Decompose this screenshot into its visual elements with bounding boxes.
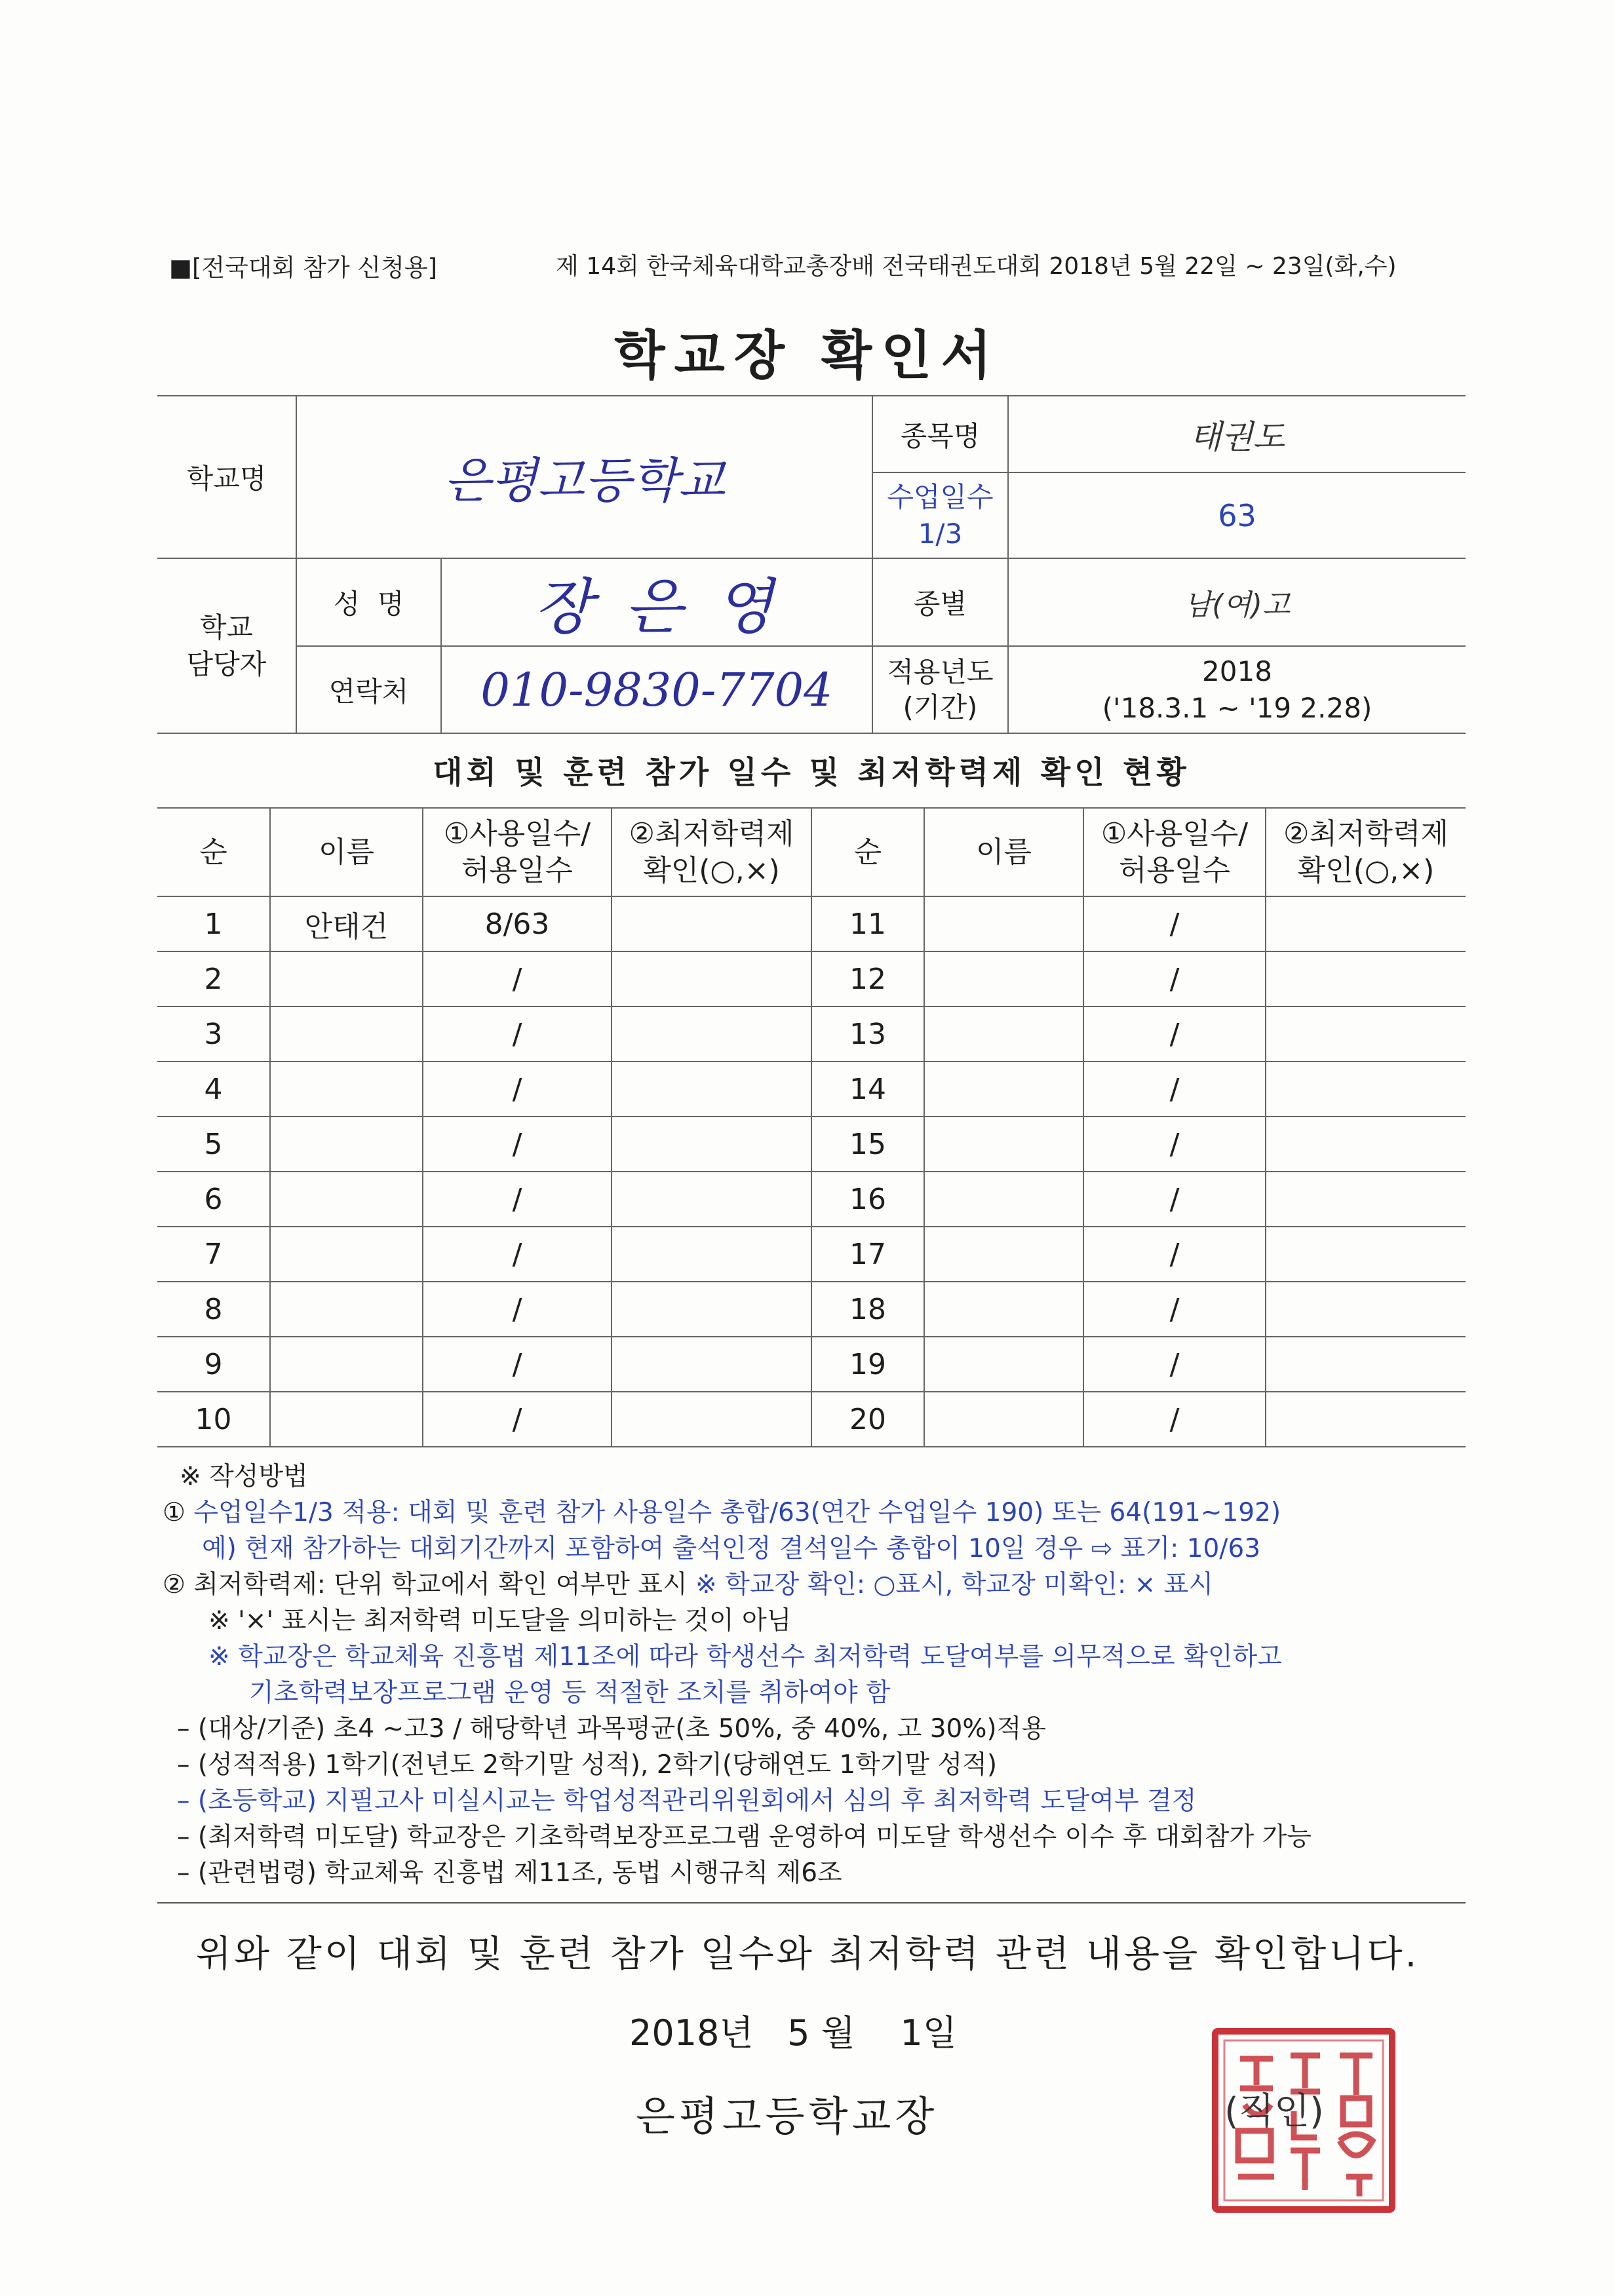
row-check (612, 1006, 811, 1062)
document-title: 학교장 확인서 (614, 325, 1001, 386)
row-check (612, 1172, 811, 1227)
class-days-label (872, 472, 1008, 558)
row-no: 9 (157, 1337, 270, 1392)
row-days: / (423, 1392, 612, 1447)
row-days: / (423, 1117, 612, 1172)
row-no-right: 20 (811, 1392, 924, 1447)
row-days: / (423, 1282, 612, 1337)
row-no: 1 (157, 896, 270, 951)
row-no: 7 (157, 1227, 270, 1282)
col-check-line2: 확인(○,×) (643, 853, 780, 887)
year-value (1008, 646, 1466, 733)
row-name-right (924, 1227, 1083, 1282)
row-name-right (924, 1062, 1083, 1117)
table-row (157, 1227, 1466, 1282)
event-info: 제 14회 한국체육대학교총장배 전국태권도대회 2018년 5월 22일 ~ 23일(화,수) (556, 253, 1397, 280)
seal-label: (직인) (1224, 2090, 1324, 2133)
row-no: 4 (157, 1062, 270, 1117)
row-days-right: / (1083, 1062, 1266, 1117)
confirmation-text: 위와 같이 대회 및 훈련 참가 일수와 최저학력 관련 내용을 확인합니다. (195, 1933, 1420, 1976)
manager-name-value: 장 은 영 (441, 558, 872, 646)
row-days-right: / (1083, 1392, 1266, 1447)
col-check-line2-right: 확인(○,×) (1297, 853, 1435, 887)
table-row (157, 951, 1466, 1006)
row-name-right (924, 1392, 1083, 1447)
row-days-right: / (1083, 951, 1266, 1006)
row-no: 10 (157, 1392, 270, 1447)
row-name (270, 1117, 423, 1172)
row-days: / (423, 1337, 612, 1392)
school-name-label: 학교명 (157, 396, 296, 558)
row-check (612, 1392, 811, 1447)
row-name-right (924, 1282, 1083, 1337)
manager-label (157, 558, 296, 733)
issue-date: 2018년 5 월 1일 (629, 2012, 957, 2054)
section-subtitle: 대회 및 훈련 참가 일수 및 최저학력제 확인 현황 (433, 755, 1190, 791)
year-value-line2: ('18.3.1 ~ '19 2.28) (1102, 691, 1372, 724)
row-days-right: / (1083, 1282, 1266, 1337)
row-no-right: 19 (811, 1337, 924, 1392)
row-days: / (423, 1172, 612, 1227)
row-check-right (1266, 1172, 1466, 1227)
row-name (270, 1006, 423, 1062)
form-type-label: ■[전국대회 참가 신청용] (169, 254, 438, 282)
row-name (270, 1282, 423, 1337)
table-header-row (157, 808, 1466, 896)
col-days-line1-right: ①사용일수/ (1100, 816, 1249, 851)
row-name: 안태건 (270, 896, 423, 951)
manager-label-line1: 학교 (199, 611, 254, 643)
row-no: 2 (157, 951, 270, 1006)
row-name-right (924, 1006, 1083, 1062)
class-days-value: 63 (1008, 472, 1466, 558)
note-2 (163, 1567, 1473, 1603)
col-check-line1: ②최저학력제 (629, 816, 794, 851)
table-row (157, 1006, 1466, 1062)
col-days-line1: ①사용일수/ (443, 816, 591, 851)
note-2-blue: ※ 학교장 확인: ○표시, 학교장 미확인: × 표시 (695, 1570, 1213, 1599)
row-name (270, 1172, 423, 1227)
row-check (612, 896, 811, 951)
row-days: / (423, 951, 612, 1006)
row-check-right (1266, 951, 1466, 1006)
row-check-right (1266, 1062, 1466, 1117)
sport-label: 종목명 (872, 396, 1008, 472)
row-check (612, 1337, 811, 1392)
note-3: ※ '×' 표시는 최저학력 미도달을 의미하는 것이 아님 (208, 1606, 792, 1636)
row-check-right (1266, 1392, 1466, 1447)
row-days-right: / (1083, 1337, 1266, 1392)
note-1-text-cont: 예) 현재 참가하는 대회기간까지 포함하여 출석인정 결석일수 총합이 10일 경우 ⇨ 표기: 10/63 (202, 1534, 1261, 1563)
contact-value: 010-9830-7704 (441, 646, 872, 733)
col-days-header-right (1083, 808, 1266, 896)
row-days: / (423, 1227, 612, 1282)
row-days: / (423, 1006, 612, 1062)
row-no-right: 18 (811, 1282, 924, 1337)
row-check-right (1266, 1282, 1466, 1337)
manager-label-line2: 담당자 (186, 647, 267, 680)
row-no-right: 11 (811, 896, 924, 951)
note-2-text: 최저학력제: 단위 학교에서 확인 여부만 표시 (193, 1570, 688, 1599)
instructions (163, 1459, 1473, 1891)
gender-label: 종별 (872, 558, 1008, 646)
school-name-value: 은평고등학교 (296, 396, 872, 558)
row-no-right: 12 (811, 951, 924, 1006)
year-label (872, 646, 1008, 733)
note-4-cont: 기초학력보장프로그램 운영 등 적절한 조치를 취하여야 함 (249, 1678, 891, 1708)
row-name (270, 1392, 423, 1447)
row-days: / (423, 1062, 612, 1117)
contact-label: 연락처 (296, 646, 441, 733)
col-check-line1-right: ②최저학력제 (1283, 816, 1449, 851)
note-1-mark: ① (163, 1498, 185, 1527)
detail-3: – (초등학교) 지필고사 미실시교는 학업성적관리위원회에서 심의 후 최저학력 도달여부 결정 (177, 1786, 1197, 1816)
principal-name: 은평고등학교장 (636, 2092, 939, 2140)
table-row (157, 1062, 1466, 1117)
row-days-right: / (1083, 1006, 1266, 1062)
row-no-right: 15 (811, 1117, 924, 1172)
col-check-header-right (1266, 808, 1466, 896)
col-name-header-right: 이름 (924, 808, 1083, 896)
school-info-table (157, 395, 1466, 734)
year-label-line2: (기간) (903, 691, 978, 723)
row-name-right (924, 896, 1083, 951)
instructions-heading: ※ 작성방법 (180, 1462, 308, 1491)
col-check-header (612, 808, 811, 896)
gender-value: 남(여)고 (1008, 558, 1466, 646)
row-name-right (924, 1117, 1083, 1172)
row-check-right (1266, 1227, 1466, 1282)
row-name-right (924, 951, 1083, 1006)
row-days-right: / (1083, 1227, 1266, 1282)
row-no: 5 (157, 1117, 270, 1172)
row-no: 3 (157, 1006, 270, 1062)
row-check-right (1266, 896, 1466, 951)
participation-table (157, 807, 1466, 1447)
year-value-line1: 2018 (1202, 655, 1272, 687)
note-1-text: 수업일수1/3 적용: 대회 및 훈련 참가 사용일수 총합/63(연간 수업일수 190) 또는 64(191~192) (193, 1498, 1281, 1527)
detail-1: – (대상/기준) 초4 ~고3 / 해당학년 과목평균(초 50%, 중 40%, 고 30%)적용 (177, 1714, 1046, 1744)
row-check (612, 951, 811, 1006)
row-no-right: 17 (811, 1227, 924, 1282)
row-check-right (1266, 1006, 1466, 1062)
note-4: ※ 학교장은 학교체육 진흥법 제11조에 따라 학생선수 최저학력 도달여부를 의무적으로 확인하고 (208, 1642, 1282, 1672)
row-no-right: 16 (811, 1172, 924, 1227)
row-name (270, 1337, 423, 1392)
detail-2: – (성적적용) 1학기(전년도 2학기말 성적), 2학기(당해연도 1학기말 성적) (177, 1750, 998, 1780)
class-days-label-line2: 1/3 (918, 517, 963, 550)
col-days-header (423, 808, 612, 896)
detail-5: – (관련법령) 학교체육 진흥법 제11조, 동법 시행규칙 제6조 (177, 1858, 842, 1888)
col-name-header: 이름 (270, 808, 423, 896)
row-no-right: 13 (811, 1006, 924, 1062)
row-check (612, 1282, 811, 1337)
note-1 (163, 1495, 1473, 1531)
divider (157, 1902, 1466, 1904)
col-days-line2: 허용일수 (461, 853, 573, 887)
table-row (157, 1392, 1466, 1447)
row-days-right: / (1083, 1117, 1266, 1172)
row-name-right (924, 1172, 1083, 1227)
manager-name-label: 성 명 (296, 558, 441, 646)
row-check (612, 1117, 811, 1172)
row-days-right: / (1083, 1172, 1266, 1227)
col-no-header-right: 순 (811, 808, 924, 896)
row-no: 6 (157, 1172, 270, 1227)
row-days-right: / (1083, 896, 1266, 951)
row-check-right (1266, 1117, 1466, 1172)
table-row (157, 1337, 1466, 1392)
row-name (270, 1062, 423, 1117)
year-label-line1: 적용년도 (887, 655, 994, 688)
row-name (270, 1227, 423, 1282)
col-no-header: 순 (157, 808, 270, 896)
row-check-right (1266, 1337, 1466, 1392)
table-row (157, 1172, 1466, 1227)
sport-value: 태권도 (1008, 396, 1466, 472)
note-2-mark: ② (163, 1570, 185, 1599)
row-name (270, 951, 423, 1006)
row-no: 8 (157, 1282, 270, 1337)
col-days-line2-right: 허용일수 (1118, 853, 1230, 887)
row-name-right (924, 1337, 1083, 1392)
table-row (157, 1282, 1466, 1337)
row-check (612, 1062, 811, 1117)
class-days-label-line1: 수업일수 (887, 480, 994, 513)
table-row (157, 1117, 1466, 1172)
row-days: 8/63 (423, 896, 612, 951)
detail-4: – (최저학력 미도달) 학교장은 기초학력보장프로그램 운영하여 미도달 학생선수 이수 후 대회참가 가능 (177, 1822, 1312, 1852)
row-check (612, 1227, 811, 1282)
row-no-right: 14 (811, 1062, 924, 1117)
table-row (157, 896, 1466, 951)
